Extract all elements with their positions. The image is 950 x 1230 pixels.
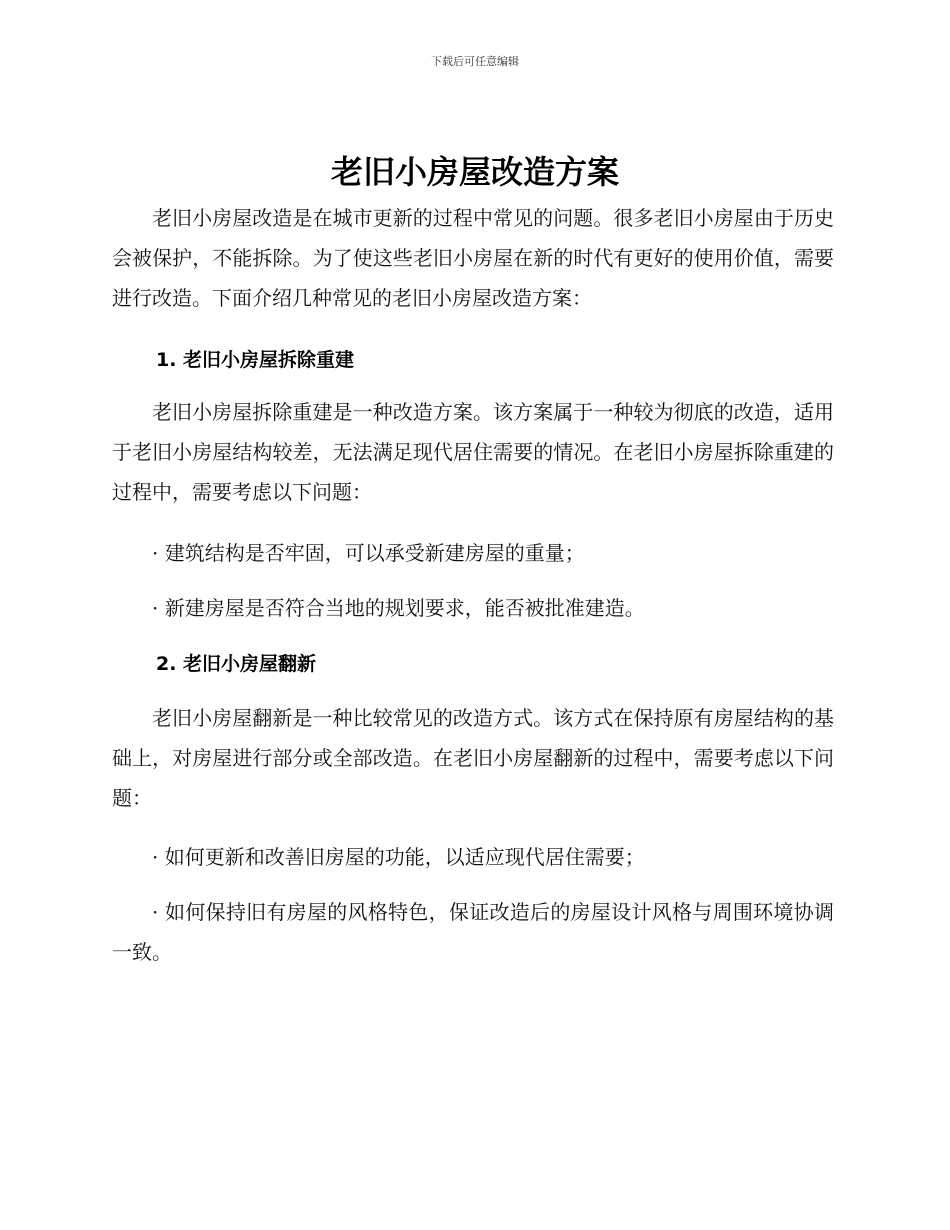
- intro-paragraph: 老旧小房屋改造是在城市更新的过程中常见的问题。很多老旧小房屋由于历史会被保护，不能拆除。为了使这些老旧小房屋在新的时代有更好的使用价值，需要进行改造。下面介绍几种常见的老旧小房屋改造方案：: [112, 206, 834, 310]
- page-header: 下载后可任意编辑: [431, 55, 519, 68]
- document-title: 老旧小房屋改造方案: [330, 153, 619, 191]
- section-2-bullet-2: · 如何保持旧有房屋的风格特色，保证改造后的房屋设计风格与周围环境协调一致。: [112, 900, 834, 964]
- section-2-paragraph: 老旧小房屋翻新是一种比较常见的改造方式。该方式在保持原有房屋结构的基础上，对房屋进行部分或全部改造。在老旧小房屋翻新的过程中，需要考虑以下问题：: [112, 706, 834, 810]
- section-1-paragraph: 老旧小房屋拆除重建是一种改造方案。该方案属于一种较为彻底的改造，适用于老旧小房屋结构较差，无法满足现代居住需要的情况。在老旧小房屋拆除重建的过程中，需要考虑以下问题：: [112, 400, 834, 504]
- section-2-heading: 2. 老旧小房屋翻新: [156, 653, 317, 675]
- section-1-bullet-2: · 新建房屋是否符合当地的规划要求，能否被批准建造。: [152, 596, 645, 620]
- section-1-bullet-1: · 建筑结构是否牢固，可以承受新建房屋的重量；: [152, 541, 585, 565]
- section-1-heading: 1. 老旧小房屋拆除重建: [156, 349, 355, 371]
- section-2-bullet-1: · 如何更新和改善旧房屋的功能，以适应现代居住需要；: [152, 845, 645, 869]
